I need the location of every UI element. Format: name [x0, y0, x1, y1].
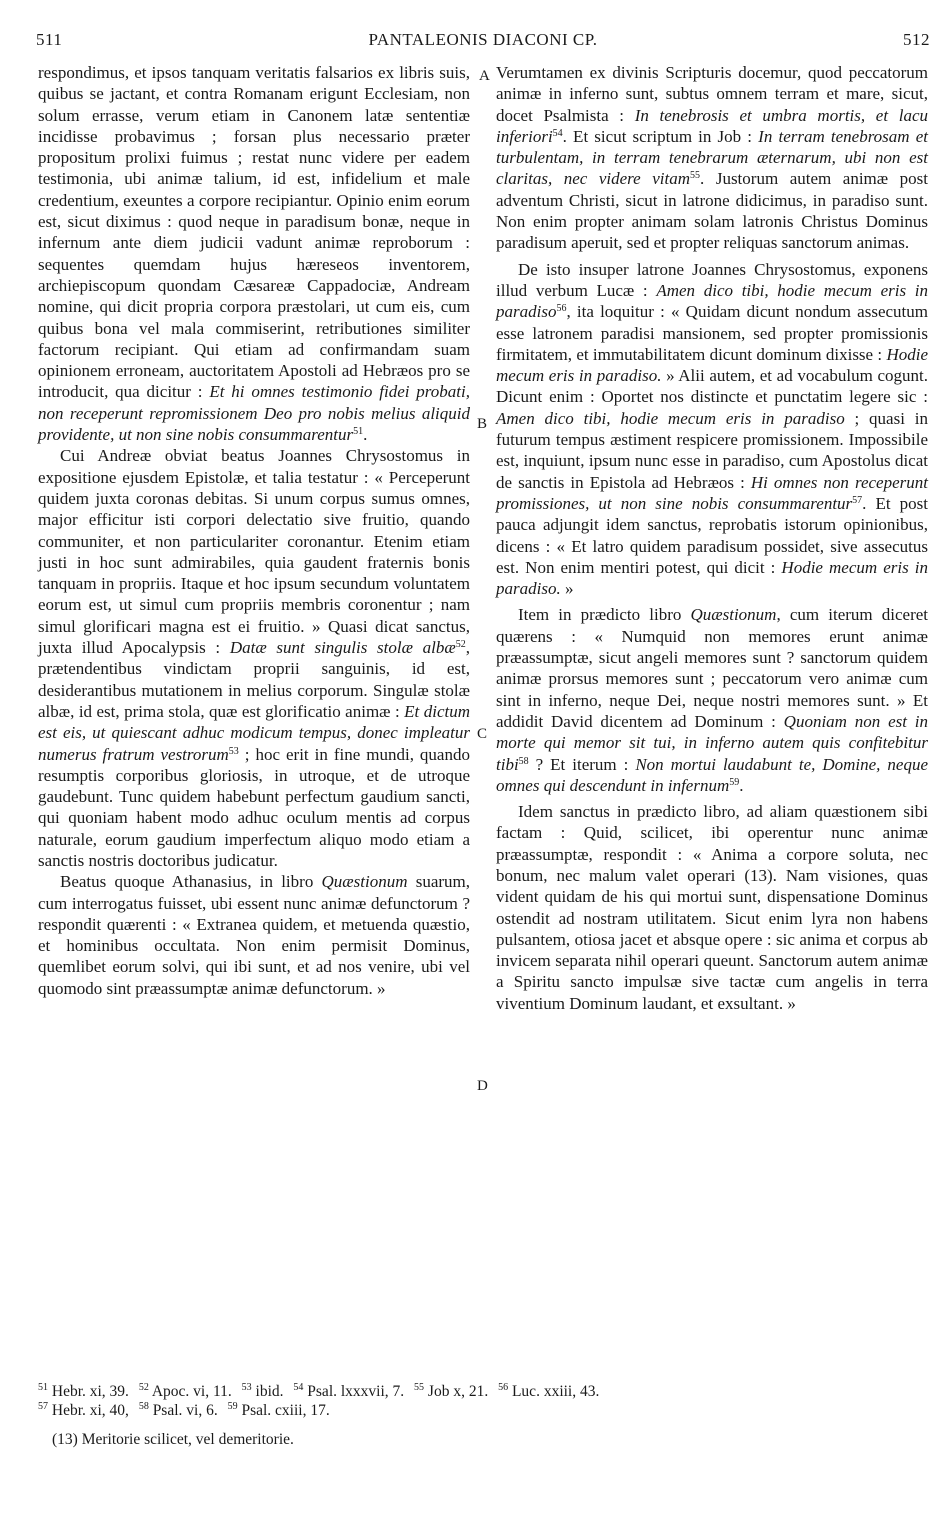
- footnote-56: $^{56}$ Luc. xxiii, 43.: [498, 1382, 600, 1400]
- scripture-quote: Et hi omnes testimonio fidei probati, non receperunt repromissionem Deo pro nobis melius aliquid providente, ut non sine nobis consummarentur: [38, 382, 470, 445]
- scripture-quote: Datæ sunt singulis stolæ albæ: [229, 638, 456, 658]
- footnote-59: $^{59}$ Psal. cxiii, 17.: [227, 1401, 330, 1419]
- right-paragraph-1: Verumtamen ex divinis Scripturis docemur, quod peccatorum animæ in inferno sunt, subtus omnem terram et mare, sicut, docet Psalmista : In tenebrosis et umbra mortis, et lacu inferiori$^{54}$. Et sicut scriptum in Job : In terram tenebrosam et turbulentam, in terram tenebrarum æternarum, ubi non est claritas, nec videre vitam$^{55}$. Justorum autem animæ post adventum Christi, sicut in latrone didicimus, in paradiso sunt. Non enim propter animam solam latronis Christus Dominus paradisum aperuit, sed et propter reliquas sanctorum animas.: [496, 63, 928, 253]
- scripture-quote: In tenebrosis et umbra mortis, et lacu inferiori: [496, 105, 928, 146]
- margin-marker-c: C: [477, 726, 488, 742]
- footnote-55: $^{55}$ Job x, 21.: [414, 1382, 489, 1400]
- footnote-line-2: [38, 1401, 928, 1420]
- scripture-quote: Non mortui laudabunt te, Domine, neque omnes qui descendunt in infernum: [496, 754, 928, 795]
- page-header: [36, 30, 930, 56]
- footnote-ref: 53: [228, 745, 239, 757]
- footnote-ref: 52: [455, 639, 466, 651]
- footnote-57: $^{57}$ Hebr. xi, 40,: [38, 1401, 129, 1419]
- book-title: Quæstionum: [690, 605, 777, 625]
- scripture-quote: Amen dico tibi, hodie mecum eris in paradiso: [496, 280, 928, 322]
- right-paragraph-2: De isto insuper latrone Joannes Chrysostomus, exponens illud verbum Lucæ : Amen dico tibi, hodie mecum eris in paradiso$^{56}$, ita loquitur : « Quidam dicunt nondum assecutum esse latronem paradisi mansionem, sed propter promissionis firmitatem, et immutabilitatem dicunt dominum dixisse : Hodie mecum eris in paradiso. » Alii autem, et ad vocabulum cogunt. Dicunt enim : Oportet nos distincte et punctatim legere sic : Amen dico tibi, hodie mecum eris in paradiso ; quasi in futurum tempus æstiment respicere promissionem. Impossibile est, inquiunt, ipsum nunc esse in paradiso, cum Apostolus dicat de sanctis in Epistola ad Hebræos : Hi omnes non receperunt promissiones, ut non sine nobis consummarentur$^{57}$. Et post pauca adjungit idem sanctus, reprobatis istorum opinionibus, dicens : « Et latro quidem paradisum possidet, sive assecutus est. Non enim mentiri potest, qui dicit : Hodie mecum eris in paradiso. »: [496, 259, 928, 599]
- footnote-ref: 58: [518, 755, 529, 767]
- footnote-ref: 56: [556, 303, 567, 315]
- footnotes: [38, 1382, 928, 1420]
- footnote-51: $^{51}$ Hebr. xi, 39.: [38, 1382, 129, 1400]
- page-number-left: 511: [36, 30, 63, 49]
- footnote-ref: 57: [852, 494, 863, 506]
- scripture-quote: Quoniam non est in morte qui memor sit tui, in inferno autem quis confitebitur tibi: [496, 711, 928, 774]
- footnote-52: $^{52}$ Apoc. vi, 11.: [138, 1382, 232, 1400]
- scripture-quote: Amen dico tibi, hodie mecum eris in paradiso: [496, 408, 845, 428]
- left-column: [38, 62, 470, 999]
- margin-marker-b: B: [477, 416, 488, 432]
- scripture-quote: Hodie mecum eris in paradiso.: [496, 344, 928, 386]
- book-title: Quæstionum: [321, 872, 408, 892]
- margin-marker-d: D: [477, 1078, 488, 1094]
- margin-marker-a: A: [479, 68, 490, 84]
- footnote-ref: 54: [552, 127, 563, 139]
- scripture-quote: Hi omnes non receperunt promissiones, ut non sine nobis consummarentur: [496, 472, 928, 513]
- left-paragraph-2: Cui Andreæ obviat beatus Joannes Chrysostomus in expositione ejusdem Epistolæ, et talia testatur : « Perceperunt quidem juxta coronas debitas. Si unum corpus sumus omnes, major efficitur isti corpori delectatio sive fruitio, quando communiter, et non particulariter coronantur. Etenim etiam justi in hoc sunt admirabiles, quia gaudent fraternis bonis tanquam in propriis. Itaque et hoc ipsum secundum voluntatem eorum est, ut simul cum propriis membris coronentur ; nam simul glorificari magna est ei fruitio. » Quasi dicat sanctus, juxta illud Apocalypsis : Datæ sunt singulis stolæ albæ$^{52}$, prætendentibus vindictam proprii sanguinis, id est, desiderantibus mutationem in melius corporum. Singulæ stolæ albæ, id est, prima stola, quæ est glorificatio animæ : Et dictum est eis, ut quiescant adhuc modicum tempus, donec impleatur numerus fratrum vestrorum$^{53}$ ; hoc erit in fine mundi, quando resumptis corporibus gloriosis, in utroque, et de utroque gaudebunt. Tunc quidem habebunt perfectum gaudium sancti, qui quoniam habent modo adhuc oculum mentis ad corpus naturale, eorum gaudium imperfectum aliquo modo etiam a sanctis nostris doctoribus judicatur.: [38, 446, 470, 870]
- left-paragraph-1: respondimus, et ipsos tanquam veritatis falsarios ex libris suis, quibus se jactant, et contra Romanam erigunt Ecclesiam, non solum errasse, verum etiam in Canonem latæ sententiæ incidisse probavimus ; forsan plus necessario præter propositum prolixi fuimus ; restat nunc videre per eadem testimonia, ubi animæ talium, id est, infidelium et male credentium, exeuntes a corpore recipiantur. Opinio enim eorum est, sicut diximus : quod neque in paradisum bonæ, neque in infernum ante diem judicii vadunt animæ reproborum : sequentes quemdam hujus hæreseos inventorem, archiepiscopum quondam Cæsareæ Cappadociæ, Andream nomine, qui dicit propria corpora præstolari, ut cum eis, cum quibus bona vel mala commiserint, retributiones similiter factorum recipiant. Qui etiam ad confirmandam suam opinionem erroneam, auctoritatem Apostoli ad Hebræos pro se introducit, qua dicitur : Et hi omnes testimonio fidei probati, non receperunt repromissionem Deo pro nobis melius aliquid providente, ut non sine nobis consummarentur$^{51}$.: [38, 63, 470, 445]
- scripture-quote: Hodie mecum eris in paradiso.: [496, 557, 928, 599]
- right-paragraph-3: Item in prædicto libro Quæstionum, cum iterum diceret quærens : « Numquid non memores erunt animæ præassumptæ, sicut angeli memores sunt ? sanctorum quidem animæ prorsus memores sunt ; peccatorum vero animæ cum sint in inferno, neque Dei, neque nostri memores sunt. » Et addidit David dicentem ad Dominum : Quoniam non est in morte qui memor sit tui, in inferno autem quis confitebitur tibi$^{58}$ ? Et iterum : Non mortui laudabunt te, Domine, neque omnes qui descendunt in infernum$^{59}$.: [496, 605, 928, 795]
- footnote-54: $^{54}$ Psal. lxxxvii, 7.: [293, 1382, 405, 1400]
- right-column: [496, 62, 928, 1014]
- scripture-quote: In terram tenebrosam et turbulentam, in terram tenebrarum æternarum, ubi non est claritas, nec videre vitam: [496, 126, 928, 189]
- footnote-ref: 59: [729, 776, 740, 788]
- footnote-ref: 55: [690, 170, 701, 182]
- running-title: PANTALEONIS DIACONI CP.: [368, 30, 598, 49]
- editor-note: (13) Meritorie scilicet, vel demeritorie.: [52, 1431, 294, 1448]
- scripture-quote: Et dictum est eis, ut quiescant adhuc modicum tempus, donec impleatur numerus fratrum vestrorum: [38, 701, 470, 764]
- footnote-ref: 51: [353, 426, 364, 438]
- footnote-53: $^{53}$ ibid.: [241, 1382, 284, 1400]
- left-paragraph-3: Beatus quoque Athanasius, in libro Quæstionum suarum, cum interrogatus fuisset, ubi essent nunc animæ defunctorum ? respondit quærenti : « Extranea quidem, et metuenda quæstio, et hominibus occultata. Non enim permisit Dominus, quemlibet eorum solvi, qui ibi sunt, et ad nos venire, ubi vel quomodo sint præassumptæ animæ defunctorum. »: [38, 872, 470, 998]
- page-number-right: 512: [903, 30, 930, 49]
- right-paragraph-4: Idem sanctus in prædicto libro, ad aliam quæstionem sibi factam : Quid, scilicet, ibi operentur nunc animæ præassumptæ, respondit : « Anima a corpore soluta, nec bonum, nec malum valet operari (13). Nam visiones, quas vident quidam de his qui mortui sunt, dispensatione Dominus ostendit ad nostram utilitatem. Sicut enim lyra non habens pulsantem, otiosa jacet et absque opere : sic anima et corpus ab invicem separata nihil operari queunt. Sanctorum autem animæ a Spiritu sancto impulsæ sive tactæ cum angelis in terra viventium Dominum laudant, et exsultant. »: [496, 802, 928, 1013]
- footnote-58: $^{58}$ Psal. vi, 6.: [138, 1401, 218, 1419]
- footnote-line-1: [38, 1382, 928, 1401]
